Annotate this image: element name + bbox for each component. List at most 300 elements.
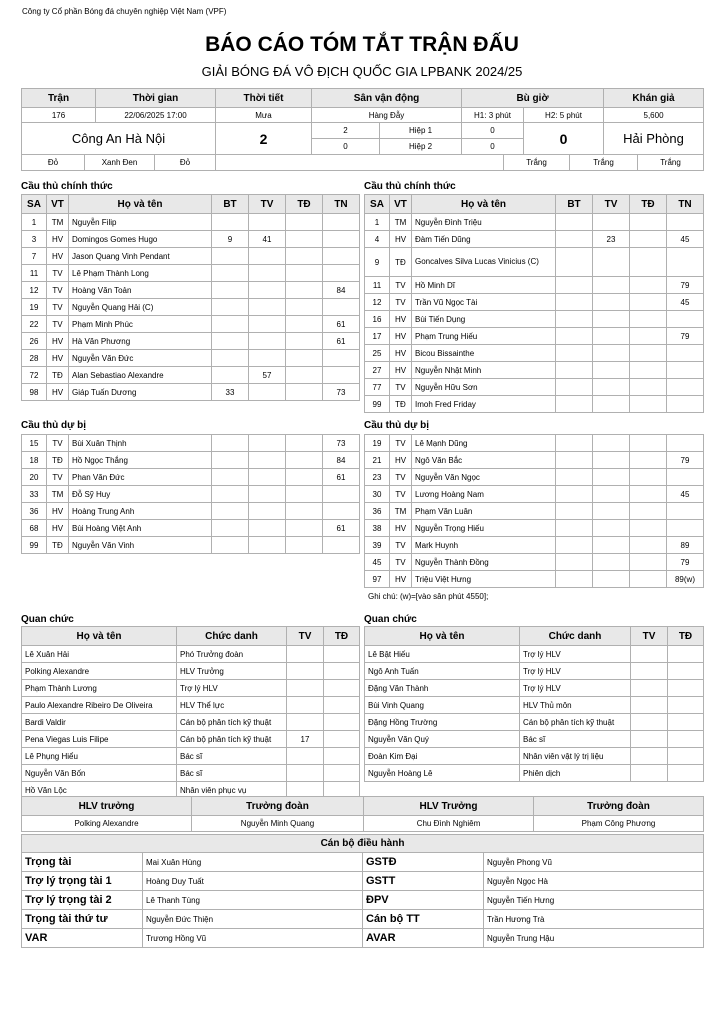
official-name: Nguyễn Tiến Hưng (484, 891, 704, 910)
official-role: Nhân viên vật lý trị liệu (520, 748, 631, 765)
shirt-number: 25 (365, 345, 390, 362)
col-tv: TV (287, 627, 324, 646)
player-row (365, 214, 704, 231)
player-name: Hoàng Trung Anh (69, 503, 212, 520)
sub-minute (667, 503, 704, 520)
official-role: Trợ lý HLV (520, 646, 631, 663)
position: HV (47, 231, 69, 248)
player-row (365, 486, 704, 503)
player-name: Hà Văn Phương (69, 333, 212, 350)
player-name: Lương Hoàng Nam (412, 486, 556, 503)
match-time: 22/06/2025 17:00 (96, 108, 216, 123)
official-row (365, 731, 704, 748)
official-row (365, 663, 704, 680)
player-name: Lê Phạm Thành Long (69, 265, 212, 282)
red-card-minute (630, 231, 667, 248)
position: HV (47, 333, 69, 350)
red-card-minute (630, 248, 667, 277)
player-name: Trần Vũ Ngọc Tài (412, 294, 556, 311)
official-name: Polking Alexandre (22, 663, 177, 680)
sub-minute (667, 469, 704, 486)
red-card-minute (286, 248, 323, 265)
goal-minute (212, 350, 249, 367)
player-name: Nguyễn Nhật Minh (412, 362, 556, 379)
home-manager: Nguyễn Minh Quang (192, 816, 364, 832)
position: TV (390, 469, 412, 486)
sub-minute: 89 (667, 537, 704, 554)
shirt-number: 97 (365, 571, 390, 588)
header-time: Thời gian (96, 89, 216, 108)
shirt-number: 18 (22, 452, 47, 469)
official-role: Trợ lý HLV (520, 663, 631, 680)
player-row (22, 486, 360, 503)
official-row (22, 714, 360, 731)
position: TV (390, 294, 412, 311)
official-row (365, 748, 704, 765)
col-sa: SA (365, 195, 390, 214)
goal-minute (556, 248, 593, 277)
red-card-minute (286, 486, 323, 503)
position: TV (390, 554, 412, 571)
player-row (22, 384, 360, 401)
player-row (22, 452, 360, 469)
shirt-number: 22 (22, 316, 47, 333)
official-name: Trần Hương Trà (484, 910, 704, 929)
position: TV (47, 265, 69, 282)
away-team-name: Hải Phòng (604, 123, 704, 155)
player-name: Bùi Tiến Dụng (412, 311, 556, 328)
yellow-card-minute (593, 214, 630, 231)
position: HV (390, 328, 412, 345)
role-label: AVAR (363, 929, 484, 948)
sub-minute (323, 503, 360, 520)
company-name: Công ty Cổ phần Bóng đá chuyên nghiệp Việt Nam (VPF) (22, 7, 227, 16)
shirt-number: 9 (365, 248, 390, 277)
yellow-card-minute (249, 350, 286, 367)
official-name: Nguyễn Trung Hậu (484, 929, 704, 948)
official-name: Lê Thanh Tùng (143, 891, 363, 910)
home-officials-table (21, 626, 360, 799)
yellow-card-minute (249, 248, 286, 265)
sub-minute (667, 396, 704, 413)
away-starters-table (364, 194, 704, 413)
red-card-minute (630, 537, 667, 554)
player-name: Giáp Tuấn Dương (69, 384, 212, 401)
position: TV (390, 486, 412, 503)
referee-row (22, 929, 704, 948)
away-kit-shorts: Trắng (570, 155, 638, 171)
sub-minute: 79 (667, 452, 704, 469)
role-label: Cán bộ TT (363, 910, 484, 929)
official-role: Bác sĩ (177, 748, 287, 765)
official-name: Nguyễn Hoàng Lê (365, 765, 520, 782)
sub-minute: 79 (667, 554, 704, 571)
official-name: Nguyễn Đức Thiện (143, 910, 363, 929)
player-row (22, 350, 360, 367)
half1-home-score: 2 (312, 123, 380, 139)
home-kit-shorts: Xanh Đen (85, 155, 155, 171)
col-td: TĐ (324, 627, 360, 646)
yellow-card-minute (593, 571, 630, 588)
staff-table (21, 796, 704, 832)
shirt-number: 36 (22, 503, 47, 520)
official-role: Phiên dịch (520, 765, 631, 782)
home-score: 2 (216, 123, 312, 155)
player-name: Nguyễn Văn Vinh (69, 537, 212, 554)
position: HV (47, 248, 69, 265)
red-card-minute (630, 435, 667, 452)
goal-minute (212, 214, 249, 231)
yellow-card-minute (631, 680, 668, 697)
player-name: Bùi Hoàng Việt Anh (69, 520, 212, 537)
position: TV (390, 379, 412, 396)
yellow-card-minute (593, 294, 630, 311)
player-row (365, 396, 704, 413)
position: TV (390, 537, 412, 554)
sub-minute: 84 (323, 452, 360, 469)
col-td: TĐ (630, 195, 667, 214)
shirt-number: 19 (22, 299, 47, 316)
official-role: Bác sĩ (177, 765, 287, 782)
red-card-minute (630, 214, 667, 231)
red-card-minute (630, 469, 667, 486)
player-row (22, 367, 360, 384)
official-name: Nguyễn Văn Bốn (22, 765, 177, 782)
player-name: Đỗ Sỹ Huy (69, 486, 212, 503)
yellow-card-minute (249, 520, 286, 537)
yellow-card-minute (249, 503, 286, 520)
away-officials-table (364, 626, 704, 782)
goal-minute (556, 362, 593, 379)
shirt-number: 12 (22, 282, 47, 299)
official-row (22, 697, 360, 714)
player-name: Lê Mạnh Dũng (412, 435, 556, 452)
player-row (22, 435, 360, 452)
red-card-minute (630, 345, 667, 362)
red-card-minute (630, 328, 667, 345)
player-name: Ngô Văn Bắc (412, 452, 556, 469)
position: HV (47, 503, 69, 520)
match-weather: Mưa (216, 108, 312, 123)
shirt-number: 30 (365, 486, 390, 503)
yellow-card-minute (287, 663, 324, 680)
sub-minute (323, 299, 360, 316)
player-name: Nguyễn Trọng Hiếu (412, 520, 556, 537)
sub-minute: 73 (323, 435, 360, 452)
match-info-table (21, 88, 704, 155)
red-card-minute (286, 469, 323, 486)
referees-table (21, 834, 704, 948)
shirt-number: 23 (365, 469, 390, 486)
red-card-minute (286, 299, 323, 316)
player-row (365, 328, 704, 345)
col-td: TĐ (286, 195, 323, 214)
goal-minute (556, 311, 593, 328)
position: HV (390, 362, 412, 379)
yellow-card-minute (249, 282, 286, 299)
official-name: Hoàng Duy Tuất (143, 872, 363, 891)
sub-minute (667, 345, 704, 362)
goal-minute (212, 435, 249, 452)
official-role: Trợ lý HLV (177, 680, 287, 697)
yellow-card-minute (287, 765, 324, 782)
home-starters-table (21, 194, 360, 401)
red-card-minute (324, 663, 360, 680)
player-name: Nguyễn Quang Hải (C) (69, 299, 212, 316)
official-row (22, 663, 360, 680)
yellow-card-minute (287, 697, 324, 714)
role-label: VAR (22, 929, 143, 948)
away-officials-heading: Quan chức (364, 614, 417, 625)
yellow-card-minute (249, 265, 286, 282)
shirt-number: 27 (365, 362, 390, 379)
sub-minute (667, 214, 704, 231)
away-manager-header: Trưởng đoàn (534, 797, 704, 816)
role-label: Trọng tài thứ tư (22, 910, 143, 929)
position: HV (390, 345, 412, 362)
role-label: Trợ lý trọng tài 1 (22, 872, 143, 891)
position: HV (47, 384, 69, 401)
official-role: Cán bộ phân tích kỹ thuật (520, 714, 631, 731)
role-label: ĐPV (363, 891, 484, 910)
col-name: Họ và tên (365, 627, 520, 646)
player-name: Nguyễn Văn Ngọc (412, 469, 556, 486)
player-row (22, 265, 360, 282)
player-name: Phạm Trung Hiếu (412, 328, 556, 345)
away-subs-heading: Cầu thủ dự bị (364, 420, 430, 431)
header-match: Trận (22, 89, 96, 108)
sub-minute: 61 (323, 316, 360, 333)
shirt-number: 45 (365, 554, 390, 571)
goal-minute: 33 (212, 384, 249, 401)
player-row (365, 294, 704, 311)
official-row (22, 731, 360, 748)
shirt-number: 4 (365, 231, 390, 248)
yellow-card-minute (593, 469, 630, 486)
yellow-card-minute (593, 345, 630, 362)
header-stadium: Sân vận động (312, 89, 462, 108)
yellow-card-minute (593, 435, 630, 452)
position: TM (390, 503, 412, 520)
yellow-card-minute (593, 277, 630, 294)
role-label: GSTĐ (363, 853, 484, 872)
red-card-minute (668, 765, 704, 782)
player-name: Phạm Văn Luân (412, 503, 556, 520)
player-row (22, 537, 360, 554)
player-name: Phan Văn Đức (69, 469, 212, 486)
referee-row (22, 853, 704, 872)
player-name: Hồ Ngọc Thắng (69, 452, 212, 469)
player-name: Nguyễn Thành Đồng (412, 554, 556, 571)
goal-minute (212, 333, 249, 350)
player-name: Nguyễn Hữu Sơn (412, 379, 556, 396)
half2-away-score: 0 (462, 139, 524, 155)
player-row (22, 503, 360, 520)
shirt-number: 19 (365, 435, 390, 452)
half1-label: Hiệp 1 (380, 123, 462, 139)
yellow-card-minute (631, 731, 668, 748)
shirt-number: 99 (365, 396, 390, 413)
official-name: Lê Xuân Hải (22, 646, 177, 663)
goal-minute (556, 294, 593, 311)
official-name: Nguyễn Ngọc Hà (484, 872, 704, 891)
player-row (365, 571, 704, 588)
player-row (365, 345, 704, 362)
yellow-card-minute (593, 503, 630, 520)
goal-minute (556, 214, 593, 231)
player-row (22, 333, 360, 350)
player-name: Nguyễn Văn Đức (69, 350, 212, 367)
away-head-coach-header: HLV Trưởng (364, 797, 534, 816)
goal-minute (556, 537, 593, 554)
player-name: Domingos Gomes Hugo (69, 231, 212, 248)
position: HV (390, 231, 412, 248)
shirt-number: 1 (365, 214, 390, 231)
away-manager: Phạm Công Phương (534, 816, 704, 832)
yellow-card-minute (249, 384, 286, 401)
official-name: Hồ Văn Lộc (22, 782, 177, 799)
yellow-card-minute (631, 663, 668, 680)
red-card-minute (630, 311, 667, 328)
position: HV (47, 350, 69, 367)
goal-minute (212, 316, 249, 333)
position: TĐ (47, 367, 69, 384)
player-name: Imoh Fred Friday (412, 396, 556, 413)
player-row (365, 537, 704, 554)
red-card-minute (286, 231, 323, 248)
official-role: Cán bộ phân tích kỹ thuật (177, 714, 287, 731)
official-role: HLV Trưởng (177, 663, 287, 680)
goal-minute (212, 503, 249, 520)
player-row (22, 214, 360, 231)
yellow-card-minute (287, 646, 324, 663)
col-tn: TN (323, 195, 360, 214)
yellow-card-minute (593, 537, 630, 554)
col-bt: BT (212, 195, 249, 214)
home-head-coach-header: HLV trưởng (22, 797, 192, 816)
shirt-number: 21 (365, 452, 390, 469)
official-name: Nguyễn Phong Vũ (484, 853, 704, 872)
league-subtitle: GIẢI BÓNG ĐÁ VÔ ĐỊCH QUỐC GIA LPBANK 2024/25 (201, 64, 523, 79)
shirt-number: 16 (365, 311, 390, 328)
yellow-card-minute: 17 (287, 731, 324, 748)
col-sa: SA (22, 195, 47, 214)
red-card-minute (668, 646, 704, 663)
player-row (22, 231, 360, 248)
official-row (22, 748, 360, 765)
home-subs-table (21, 434, 360, 554)
official-row (22, 765, 360, 782)
red-card-minute (286, 384, 323, 401)
goal-minute (556, 469, 593, 486)
player-name: Mark Huynh (412, 537, 556, 554)
official-name: Mai Xuân Hùng (143, 853, 363, 872)
col-name: Họ và tên (69, 195, 212, 214)
referee-row (22, 910, 704, 929)
official-name: Paulo Alexandre Ribeiro De Oliveira (22, 697, 177, 714)
shirt-number: 99 (22, 537, 47, 554)
away-starters-heading: Cầu thủ chính thức (364, 181, 456, 192)
player-row (22, 248, 360, 265)
position: TĐ (390, 396, 412, 413)
player-name: Hồ Minh Dĩ (412, 277, 556, 294)
shirt-number: 15 (22, 435, 47, 452)
col-tn: TN (667, 195, 704, 214)
header-added-time: Bù giờ (462, 89, 604, 108)
player-row (22, 316, 360, 333)
player-name: Triệu Việt Hưng (412, 571, 556, 588)
official-role: Bác sĩ (520, 731, 631, 748)
role-label: GSTT (363, 872, 484, 891)
role-label: Trợ lý trọng tài 2 (22, 891, 143, 910)
red-card-minute (630, 294, 667, 311)
official-role: HLV Thủ môn (520, 697, 631, 714)
player-row (365, 452, 704, 469)
sub-minute: 79 (667, 328, 704, 345)
player-name: Phạm Minh Phúc (69, 316, 212, 333)
referees-title: Cán bộ điều hành (22, 835, 704, 853)
player-row (365, 248, 704, 277)
red-card-minute (324, 765, 360, 782)
report-title: BÁO CÁO TÓM TẮT TRẬN ĐẤU (205, 33, 519, 56)
yellow-card-minute (287, 748, 324, 765)
referee-row (22, 872, 704, 891)
goal-minute (212, 367, 249, 384)
yellow-card-minute (593, 396, 630, 413)
official-role: Phó Trưởng đoàn (177, 646, 287, 663)
red-card-minute (286, 520, 323, 537)
player-row (365, 503, 704, 520)
yellow-card-minute (249, 214, 286, 231)
yellow-card-minute (249, 469, 286, 486)
referee-row (22, 891, 704, 910)
shirt-number: 26 (22, 333, 47, 350)
red-card-minute (630, 452, 667, 469)
player-name: Jason Quang Vinh Pendant (69, 248, 212, 265)
header-spectators: Khán giả (604, 89, 704, 108)
goal-minute (212, 282, 249, 299)
shirt-number: 28 (22, 350, 47, 367)
goal-minute (212, 486, 249, 503)
official-name: Trương Hồng Vũ (143, 929, 363, 948)
sub-minute: 45 (667, 486, 704, 503)
away-kit-shirt: Trắng (504, 155, 570, 171)
shirt-number: 1 (22, 214, 47, 231)
official-name: Lê Phụng Hiểu (22, 748, 177, 765)
yellow-card-minute: 57 (249, 367, 286, 384)
player-row (22, 469, 360, 486)
yellow-card-minute (631, 714, 668, 731)
red-card-minute (668, 731, 704, 748)
shirt-number: 38 (365, 520, 390, 537)
sub-minute: 61 (323, 469, 360, 486)
sub-minute (323, 367, 360, 384)
sub-minute (323, 486, 360, 503)
red-card-minute (630, 503, 667, 520)
yellow-card-minute (249, 486, 286, 503)
yellow-card-minute (593, 520, 630, 537)
player-row (365, 231, 704, 248)
position: TĐ (47, 452, 69, 469)
red-card-minute (630, 362, 667, 379)
player-name: Đàm Tiến Dũng (412, 231, 556, 248)
sub-minute (667, 520, 704, 537)
player-row (22, 299, 360, 316)
red-card-minute (324, 714, 360, 731)
sub-minute: 45 (667, 231, 704, 248)
home-manager-header: Trưởng đoàn (192, 797, 364, 816)
player-row (365, 277, 704, 294)
